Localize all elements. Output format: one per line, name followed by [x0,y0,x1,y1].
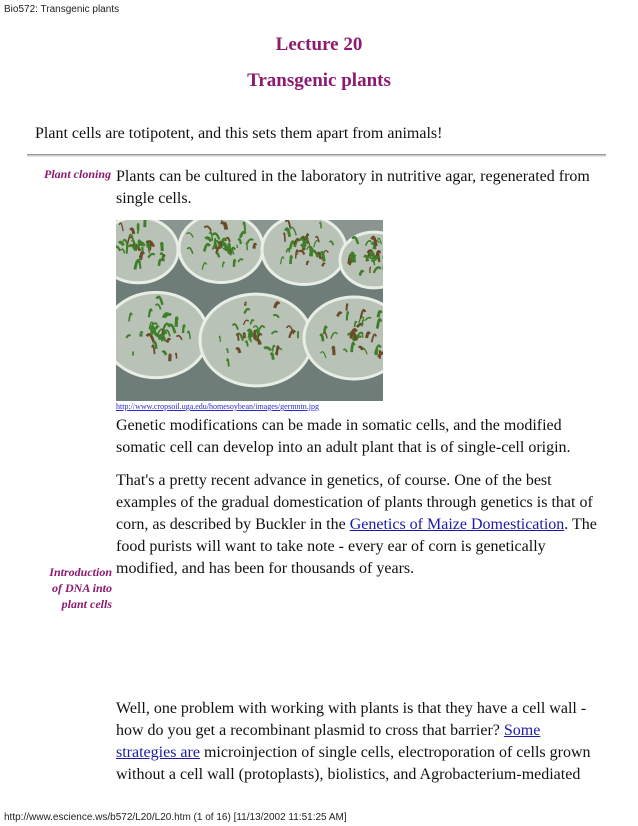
cell-wall-text-before: Well, one problem with working with plants is that they have a cell wall - how do you get a recombinant plasmid to cross that barrier? [116,700,587,739]
paragraph-maize [116,470,602,580]
sidebar-intro-line-2: of DNA into [51,581,112,595]
paragraph-cell-wall [116,698,602,786]
cell-wall-text-after: microinjection of single cells, electroporation of cells grown without a cell wall (protoplasts), biolistics, and Agrobacterium-mediated [116,744,591,783]
paragraph-plant-culture: Plants can be cultured in the laboratory in nutritive agar, regenerated from single cells. [116,168,590,207]
paragraph-somatic-cells: Genetic modifications can be made in somatic cells, and the modified somatic cell can develop into an adult plant that is of single-cell origin. [116,417,571,456]
image-source-link[interactable]: http://www.cropsoil.uga.edu/homesoybean/images/germntn.jpg [116,402,319,411]
sidebar-plant-cloning: Plant cloning [43,167,111,181]
page-title: Transgenic plants [247,70,391,91]
petri-dish-photo [116,220,383,401]
page-header: Bio572: Transgenic plants [4,4,120,15]
sidebar-intro-line-3: plant cells [61,597,112,611]
maize-domestication-link[interactable]: Genetics of Maize Domestication [349,516,565,533]
maize-text-before: That's a pretty recent advance in genetics, of course. One of the best examples of the gradual domestication of plants through genetics is that of corn, as described by Buckler in the [116,472,593,533]
lecture-number: Lecture 20 [275,34,363,55]
sidebar-introduction-dna [20,564,112,612]
maize-text-after: . The food purists will want to take note - every ear of corn is genetically modified, and has been for thousands of years. [116,516,597,577]
divider [27,154,606,157]
strategies-link[interactable]: Some strategies are [116,722,541,761]
page-footer: http://www.escience.ws/b572/L20/L20.htm (1 of 16) [11/13/2002 11:51:25 AM] [4,812,347,823]
sidebar-intro-line-1: Introduction [49,565,112,579]
intro-text: Plant cells are totipotent, and this sets them apart from animals! [35,125,443,142]
